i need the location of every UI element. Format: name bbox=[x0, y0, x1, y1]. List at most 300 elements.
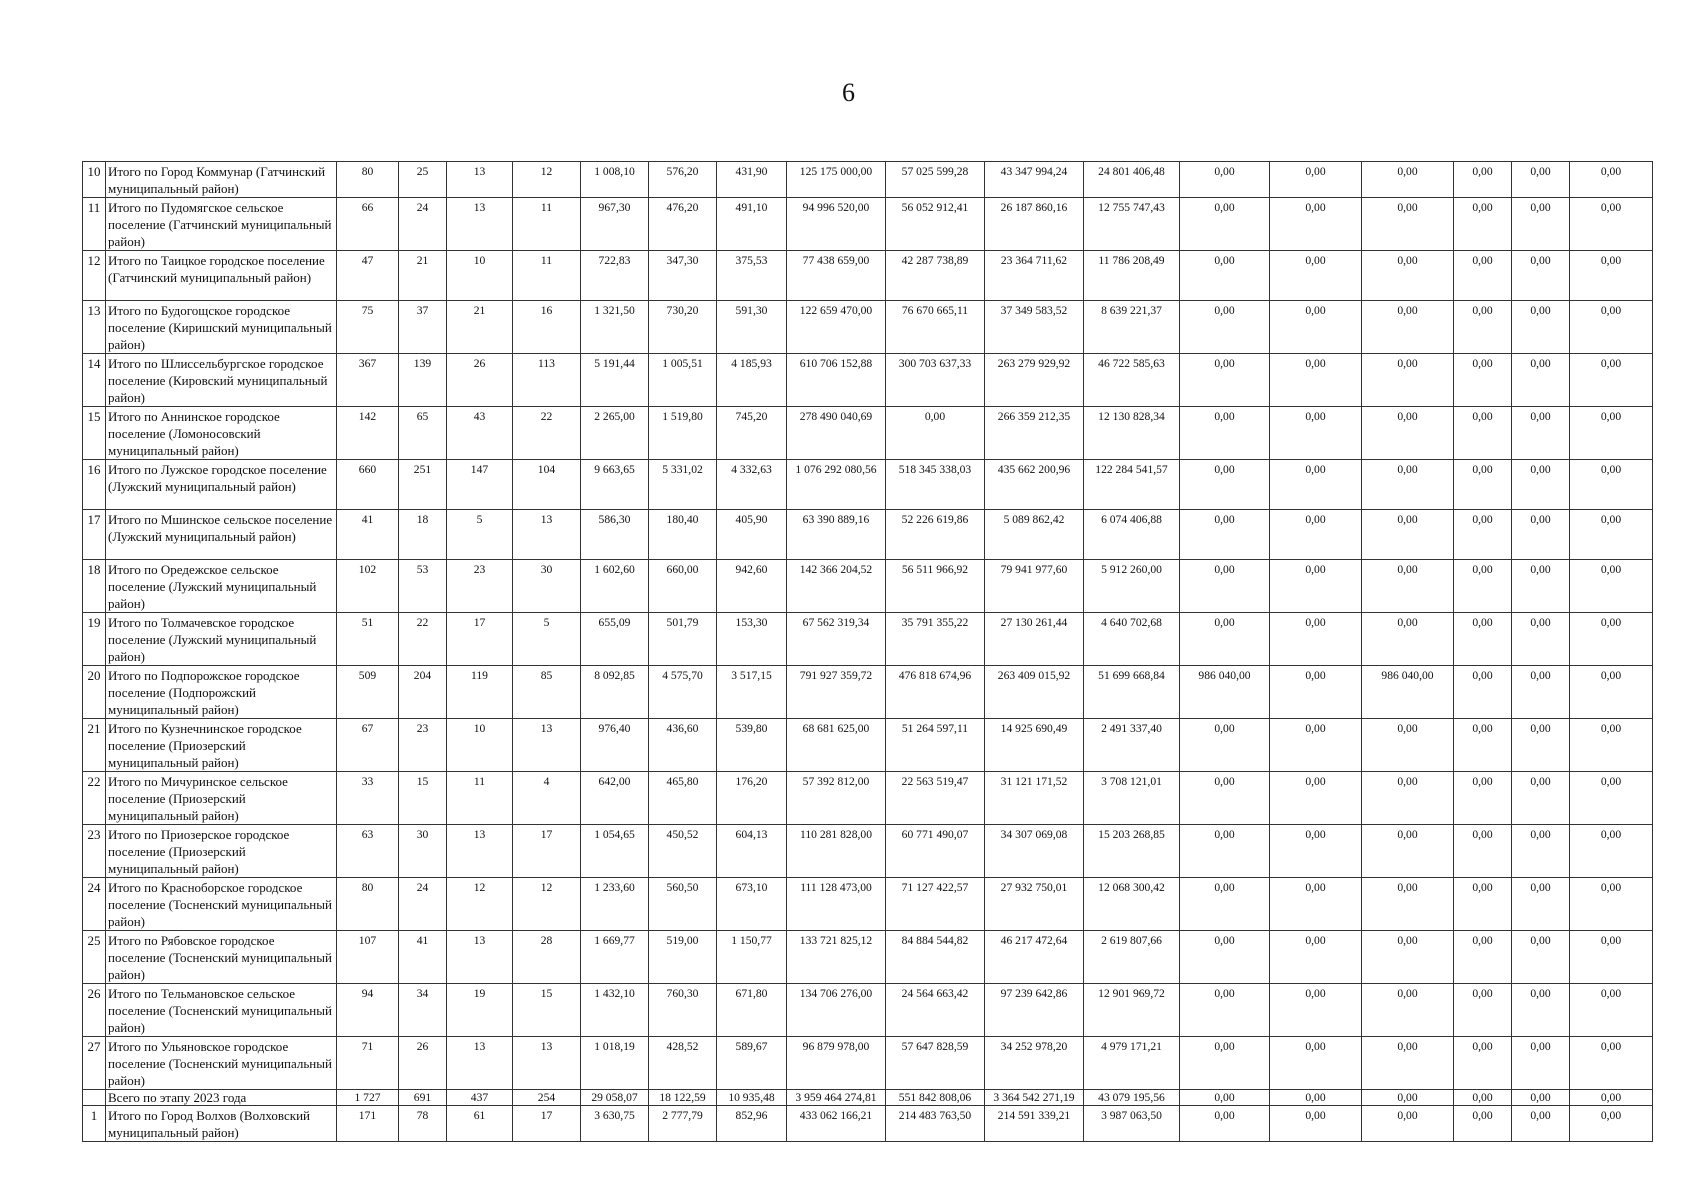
value-cell: 9 663,65 bbox=[581, 460, 649, 510]
value-cell: 0,00 bbox=[1362, 251, 1454, 301]
value-cell: 0,00 bbox=[1454, 198, 1512, 251]
value-cell: 41 bbox=[399, 931, 447, 984]
value-cell: 0,00 bbox=[1362, 407, 1454, 460]
value-cell: 655,09 bbox=[581, 613, 649, 666]
value-cell: 71 127 422,57 bbox=[886, 878, 985, 931]
value-cell: 942,60 bbox=[717, 560, 787, 613]
value-cell: 539,80 bbox=[717, 719, 787, 772]
value-cell: 22 bbox=[399, 613, 447, 666]
value-cell: 17 bbox=[513, 825, 581, 878]
value-cell: 0,00 bbox=[1270, 510, 1362, 560]
value-cell: 576,20 bbox=[649, 162, 717, 198]
value-cell: 660 bbox=[337, 460, 399, 510]
settlement-name-cell: Итого по Оредежское сельское поселение (Лужский муниципальный район) bbox=[106, 560, 337, 613]
value-cell: 142 366 204,52 bbox=[787, 560, 886, 613]
value-cell: 0,00 bbox=[1180, 1090, 1270, 1106]
settlement-name-cell: Всего по этапу 2023 года bbox=[106, 1090, 337, 1106]
value-cell: 0,00 bbox=[1570, 198, 1653, 251]
settlement-name-cell: Итого по Аннинское городское поселение (Ломоносовский муниципальный район) bbox=[106, 407, 337, 460]
value-cell: 0,00 bbox=[1362, 931, 1454, 984]
value-cell: 2 777,79 bbox=[649, 1106, 717, 1142]
value-cell: 0,00 bbox=[1362, 613, 1454, 666]
value-cell: 428,52 bbox=[649, 1037, 717, 1090]
value-cell: 0,00 bbox=[1454, 560, 1512, 613]
value-cell: 68 681 625,00 bbox=[787, 719, 886, 772]
value-cell: 0,00 bbox=[1270, 719, 1362, 772]
value-cell: 76 670 665,11 bbox=[886, 301, 985, 354]
value-cell: 0,00 bbox=[1362, 162, 1454, 198]
value-cell: 0,00 bbox=[1570, 1106, 1653, 1142]
row-number-cell: 21 bbox=[83, 719, 106, 772]
value-cell: 5 bbox=[447, 510, 513, 560]
value-cell: 0,00 bbox=[1570, 1037, 1653, 1090]
value-cell: 367 bbox=[337, 354, 399, 407]
value-cell: 0,00 bbox=[1512, 772, 1570, 825]
value-cell: 450,52 bbox=[649, 825, 717, 878]
value-cell: 43 079 195,56 bbox=[1084, 1090, 1180, 1106]
value-cell: 214 483 763,50 bbox=[886, 1106, 985, 1142]
value-cell: 0,00 bbox=[1454, 460, 1512, 510]
value-cell: 1 519,80 bbox=[649, 407, 717, 460]
value-cell: 967,30 bbox=[581, 198, 649, 251]
row-number-cell: 24 bbox=[83, 878, 106, 931]
value-cell: 3 630,75 bbox=[581, 1106, 649, 1142]
value-cell: 24 801 406,48 bbox=[1084, 162, 1180, 198]
value-cell: 1 432,10 bbox=[581, 984, 649, 1037]
value-cell: 610 706 152,88 bbox=[787, 354, 886, 407]
value-cell: 57 647 828,59 bbox=[886, 1037, 985, 1090]
value-cell: 37 bbox=[399, 301, 447, 354]
value-cell: 0,00 bbox=[1180, 407, 1270, 460]
value-cell: 56 052 912,41 bbox=[886, 198, 985, 251]
value-cell: 0,00 bbox=[1270, 878, 1362, 931]
value-cell: 57 025 599,28 bbox=[886, 162, 985, 198]
value-cell: 153,30 bbox=[717, 613, 787, 666]
settlement-name-cell: Итого по Будогощское городское поселение (Киришский муниципальный район) bbox=[106, 301, 337, 354]
settlement-name-cell: Итого по Толмачевское городское поселение (Лужский муниципальный район) bbox=[106, 613, 337, 666]
value-cell: 15 bbox=[399, 772, 447, 825]
value-cell: 0,00 bbox=[1270, 460, 1362, 510]
settlement-name-cell: Итого по Лужское городское поселение (Лужский муниципальный район) bbox=[106, 460, 337, 510]
value-cell: 986 040,00 bbox=[1362, 666, 1454, 719]
value-cell: 4 640 702,68 bbox=[1084, 613, 1180, 666]
value-cell: 0,00 bbox=[1270, 984, 1362, 1037]
value-cell: 80 bbox=[337, 878, 399, 931]
value-cell: 111 128 473,00 bbox=[787, 878, 886, 931]
value-cell: 0,00 bbox=[1270, 1037, 1362, 1090]
value-cell: 8 092,85 bbox=[581, 666, 649, 719]
table-row bbox=[83, 407, 1653, 460]
value-cell: 80 bbox=[337, 162, 399, 198]
value-cell: 1 008,10 bbox=[581, 162, 649, 198]
table-row bbox=[83, 984, 1653, 1037]
value-cell: 5 912 260,00 bbox=[1084, 560, 1180, 613]
value-cell: 254 bbox=[513, 1090, 581, 1106]
value-cell: 0,00 bbox=[1362, 772, 1454, 825]
value-cell: 0,00 bbox=[1454, 772, 1512, 825]
value-cell: 119 bbox=[447, 666, 513, 719]
value-cell: 13 bbox=[447, 931, 513, 984]
value-cell: 0,00 bbox=[1512, 198, 1570, 251]
value-cell: 27 932 750,01 bbox=[985, 878, 1084, 931]
row-number-cell: 26 bbox=[83, 984, 106, 1037]
value-cell: 1 233,60 bbox=[581, 878, 649, 931]
row-number-cell: 20 bbox=[83, 666, 106, 719]
value-cell: 347,30 bbox=[649, 251, 717, 301]
row-number-cell bbox=[83, 1090, 106, 1106]
value-cell: 2 491 337,40 bbox=[1084, 719, 1180, 772]
settlement-name-cell: Итого по Подпорожское городское поселение (Подпорожский муниципальный район) bbox=[106, 666, 337, 719]
value-cell: 122 659 470,00 bbox=[787, 301, 886, 354]
value-cell: 0,00 bbox=[1362, 460, 1454, 510]
value-cell: 0,00 bbox=[1570, 613, 1653, 666]
settlement-name-cell: Итого по Ульяновское городское поселение (Тосненский муниципальный район) bbox=[106, 1037, 337, 1090]
value-cell: 46 217 472,64 bbox=[985, 931, 1084, 984]
value-cell: 0,00 bbox=[1180, 560, 1270, 613]
settlement-name-cell: Итого по Кузнечнинское городское поселение (Приозерский муниципальный район) bbox=[106, 719, 337, 772]
value-cell: 42 287 738,89 bbox=[886, 251, 985, 301]
value-cell: 23 bbox=[399, 719, 447, 772]
value-cell: 642,00 bbox=[581, 772, 649, 825]
value-cell: 31 121 171,52 bbox=[985, 772, 1084, 825]
value-cell: 133 721 825,12 bbox=[787, 931, 886, 984]
value-cell: 13 bbox=[513, 719, 581, 772]
value-cell: 0,00 bbox=[1180, 198, 1270, 251]
value-cell: 0,00 bbox=[1180, 1106, 1270, 1142]
value-cell: 12 bbox=[513, 162, 581, 198]
value-cell: 30 bbox=[399, 825, 447, 878]
settlement-name-cell: Итого по Город Коммунар (Гатчинский муниципальный район) bbox=[106, 162, 337, 198]
table-row bbox=[83, 198, 1653, 251]
table-row bbox=[83, 825, 1653, 878]
value-cell: 41 bbox=[337, 510, 399, 560]
value-cell: 34 bbox=[399, 984, 447, 1037]
value-cell: 0,00 bbox=[1270, 354, 1362, 407]
value-cell: 4 332,63 bbox=[717, 460, 787, 510]
row-number-cell: 18 bbox=[83, 560, 106, 613]
value-cell: 405,90 bbox=[717, 510, 787, 560]
value-cell: 28 bbox=[513, 931, 581, 984]
value-cell: 433 062 166,21 bbox=[787, 1106, 886, 1142]
value-cell: 77 438 659,00 bbox=[787, 251, 886, 301]
value-cell: 0,00 bbox=[1362, 1037, 1454, 1090]
value-cell: 13 bbox=[447, 162, 513, 198]
value-cell: 671,80 bbox=[717, 984, 787, 1037]
value-cell: 0,00 bbox=[1570, 719, 1653, 772]
value-cell: 34 252 978,20 bbox=[985, 1037, 1084, 1090]
value-cell: 63 bbox=[337, 825, 399, 878]
value-cell: 0,00 bbox=[1454, 162, 1512, 198]
value-cell: 134 706 276,00 bbox=[787, 984, 886, 1037]
value-cell: 0,00 bbox=[1180, 354, 1270, 407]
value-cell: 0,00 bbox=[1512, 825, 1570, 878]
value-cell: 17 bbox=[447, 613, 513, 666]
value-cell: 0,00 bbox=[1512, 666, 1570, 719]
value-cell: 0,00 bbox=[1270, 1106, 1362, 1142]
value-cell: 16 bbox=[513, 301, 581, 354]
value-cell: 0,00 bbox=[1570, 666, 1653, 719]
value-cell: 589,67 bbox=[717, 1037, 787, 1090]
value-cell: 4 979 171,21 bbox=[1084, 1037, 1180, 1090]
value-cell: 0,00 bbox=[1570, 560, 1653, 613]
value-cell: 125 175 000,00 bbox=[787, 162, 886, 198]
value-cell: 10 935,48 bbox=[717, 1090, 787, 1106]
value-cell: 760,30 bbox=[649, 984, 717, 1037]
value-cell: 722,83 bbox=[581, 251, 649, 301]
value-cell: 0,00 bbox=[1180, 301, 1270, 354]
value-cell: 0,00 bbox=[1512, 984, 1570, 1037]
settlement-name-cell: Итого по Шлиссельбургское городское поселение (Кировский муниципальный район) bbox=[106, 354, 337, 407]
value-cell: 0,00 bbox=[1570, 460, 1653, 510]
settlement-name-cell: Итого по Мшинское сельское поселение (Лужский муниципальный район) bbox=[106, 510, 337, 560]
value-cell: 0,00 bbox=[1512, 354, 1570, 407]
value-cell: 491,10 bbox=[717, 198, 787, 251]
value-cell: 278 490 040,69 bbox=[787, 407, 886, 460]
value-cell: 476,20 bbox=[649, 198, 717, 251]
value-cell: 0,00 bbox=[1454, 1090, 1512, 1106]
value-cell: 0,00 bbox=[1362, 301, 1454, 354]
value-cell: 0,00 bbox=[1512, 301, 1570, 354]
value-cell: 85 bbox=[513, 666, 581, 719]
row-number-cell: 10 bbox=[83, 162, 106, 198]
table-row bbox=[83, 301, 1653, 354]
table-row bbox=[83, 354, 1653, 407]
value-cell: 176,20 bbox=[717, 772, 787, 825]
value-cell: 14 925 690,49 bbox=[985, 719, 1084, 772]
row-number-cell: 11 bbox=[83, 198, 106, 251]
table-row bbox=[83, 878, 1653, 931]
table-row bbox=[83, 162, 1653, 198]
value-cell: 75 bbox=[337, 301, 399, 354]
value-cell: 139 bbox=[399, 354, 447, 407]
value-cell: 560,50 bbox=[649, 878, 717, 931]
value-cell: 0,00 bbox=[1362, 984, 1454, 1037]
value-cell: 1 321,50 bbox=[581, 301, 649, 354]
value-cell: 63 390 889,16 bbox=[787, 510, 886, 560]
value-cell: 21 bbox=[447, 301, 513, 354]
value-cell: 0,00 bbox=[1570, 510, 1653, 560]
settlement-name-cell: Итого по Мичуринское сельское поселение (Приозерский муниципальный район) bbox=[106, 772, 337, 825]
value-cell: 13 bbox=[447, 1037, 513, 1090]
value-cell: 0,00 bbox=[1362, 825, 1454, 878]
value-cell: 0,00 bbox=[1512, 162, 1570, 198]
value-cell: 22 bbox=[513, 407, 581, 460]
value-cell: 266 359 212,35 bbox=[985, 407, 1084, 460]
value-cell: 0,00 bbox=[1270, 666, 1362, 719]
value-cell: 0,00 bbox=[1270, 162, 1362, 198]
value-cell: 591,30 bbox=[717, 301, 787, 354]
value-cell: 18 122,59 bbox=[649, 1090, 717, 1106]
value-cell: 35 791 355,22 bbox=[886, 613, 985, 666]
value-cell: 0,00 bbox=[1454, 984, 1512, 1037]
value-cell: 0,00 bbox=[1180, 984, 1270, 1037]
value-cell: 0,00 bbox=[1512, 1106, 1570, 1142]
value-cell: 2 265,00 bbox=[581, 407, 649, 460]
value-cell: 79 941 977,60 bbox=[985, 560, 1084, 613]
value-cell: 0,00 bbox=[1454, 666, 1512, 719]
value-cell: 0,00 bbox=[1512, 719, 1570, 772]
value-cell: 0,00 bbox=[1512, 1037, 1570, 1090]
value-cell: 0,00 bbox=[1180, 460, 1270, 510]
value-cell: 4 575,70 bbox=[649, 666, 717, 719]
value-cell: 104 bbox=[513, 460, 581, 510]
settlement-name-cell: Итого по Приозерское городское поселение (Приозерский муниципальный район) bbox=[106, 825, 337, 878]
value-cell: 57 392 812,00 bbox=[787, 772, 886, 825]
value-cell: 0,00 bbox=[1362, 560, 1454, 613]
value-cell: 3 517,15 bbox=[717, 666, 787, 719]
value-cell: 0,00 bbox=[1362, 719, 1454, 772]
settlement-name-cell: Итого по Таицкое городское поселение (Гатчинский муниципальный район) bbox=[106, 251, 337, 301]
value-cell: 0,00 bbox=[1270, 613, 1362, 666]
value-cell: 147 bbox=[447, 460, 513, 510]
value-cell: 0,00 bbox=[1570, 301, 1653, 354]
value-cell: 0,00 bbox=[1362, 878, 1454, 931]
value-cell: 25 bbox=[399, 162, 447, 198]
row-number-cell: 22 bbox=[83, 772, 106, 825]
value-cell: 26 bbox=[447, 354, 513, 407]
value-cell: 13 bbox=[447, 825, 513, 878]
value-cell: 0,00 bbox=[1570, 878, 1653, 931]
value-cell: 1 054,65 bbox=[581, 825, 649, 878]
value-cell: 43 347 994,24 bbox=[985, 162, 1084, 198]
value-cell: 730,20 bbox=[649, 301, 717, 354]
value-cell: 0,00 bbox=[886, 407, 985, 460]
value-cell: 102 bbox=[337, 560, 399, 613]
value-cell: 15 203 268,85 bbox=[1084, 825, 1180, 878]
value-cell: 94 996 520,00 bbox=[787, 198, 886, 251]
value-cell: 0,00 bbox=[1180, 613, 1270, 666]
value-cell: 0,00 bbox=[1512, 613, 1570, 666]
row-number-cell: 27 bbox=[83, 1037, 106, 1090]
value-cell: 0,00 bbox=[1454, 407, 1512, 460]
value-cell: 251 bbox=[399, 460, 447, 510]
value-cell: 84 884 544,82 bbox=[886, 931, 985, 984]
value-cell: 0,00 bbox=[1512, 460, 1570, 510]
table-row bbox=[83, 251, 1653, 301]
value-cell: 8 639 221,37 bbox=[1084, 301, 1180, 354]
value-cell: 0,00 bbox=[1180, 719, 1270, 772]
value-cell: 0,00 bbox=[1180, 1037, 1270, 1090]
value-cell: 65 bbox=[399, 407, 447, 460]
value-cell: 22 563 519,47 bbox=[886, 772, 985, 825]
value-cell: 18 bbox=[399, 510, 447, 560]
value-cell: 11 786 208,49 bbox=[1084, 251, 1180, 301]
value-cell: 26 187 860,16 bbox=[985, 198, 1084, 251]
settlement-name-cell: Итого по Тельмановское сельское поселение (Тосненский муниципальный район) bbox=[106, 984, 337, 1037]
value-cell: 0,00 bbox=[1454, 878, 1512, 931]
value-cell: 1 602,60 bbox=[581, 560, 649, 613]
value-cell: 0,00 bbox=[1270, 198, 1362, 251]
value-cell: 0,00 bbox=[1270, 772, 1362, 825]
value-cell: 97 239 642,86 bbox=[985, 984, 1084, 1037]
value-cell: 0,00 bbox=[1454, 510, 1512, 560]
table-row bbox=[83, 931, 1653, 984]
value-cell: 107 bbox=[337, 931, 399, 984]
value-cell: 691 bbox=[399, 1090, 447, 1106]
table-row bbox=[83, 666, 1653, 719]
value-cell: 34 307 069,08 bbox=[985, 825, 1084, 878]
value-cell: 435 662 200,96 bbox=[985, 460, 1084, 510]
value-cell: 0,00 bbox=[1454, 613, 1512, 666]
value-cell: 431,90 bbox=[717, 162, 787, 198]
value-cell: 94 bbox=[337, 984, 399, 1037]
value-cell: 0,00 bbox=[1512, 407, 1570, 460]
value-cell: 51 264 597,11 bbox=[886, 719, 985, 772]
row-number-cell: 1 bbox=[83, 1106, 106, 1142]
value-cell: 15 bbox=[513, 984, 581, 1037]
value-cell: 0,00 bbox=[1512, 251, 1570, 301]
value-cell: 986 040,00 bbox=[1180, 666, 1270, 719]
value-cell: 2 619 807,66 bbox=[1084, 931, 1180, 984]
value-cell: 4 185,93 bbox=[717, 354, 787, 407]
value-cell: 47 bbox=[337, 251, 399, 301]
value-cell: 0,00 bbox=[1270, 251, 1362, 301]
value-cell: 24 bbox=[399, 198, 447, 251]
value-cell: 436,60 bbox=[649, 719, 717, 772]
value-cell: 61 bbox=[447, 1106, 513, 1142]
page-number: 6 bbox=[842, 78, 855, 107]
value-cell: 0,00 bbox=[1570, 984, 1653, 1037]
value-cell: 673,10 bbox=[717, 878, 787, 931]
value-cell: 0,00 bbox=[1270, 301, 1362, 354]
value-cell: 0,00 bbox=[1570, 825, 1653, 878]
settlement-name-cell: Итого по Красноборское городское поселение (Тосненский муниципальный район) bbox=[106, 878, 337, 931]
value-cell: 3 364 542 271,19 bbox=[985, 1090, 1084, 1106]
value-cell: 67 bbox=[337, 719, 399, 772]
value-cell: 122 284 541,57 bbox=[1084, 460, 1180, 510]
value-cell: 11 bbox=[513, 251, 581, 301]
value-cell: 0,00 bbox=[1512, 1090, 1570, 1106]
value-cell: 0,00 bbox=[1362, 1106, 1454, 1142]
value-cell: 96 879 978,00 bbox=[787, 1037, 886, 1090]
value-cell: 1 727 bbox=[337, 1090, 399, 1106]
value-cell: 19 bbox=[447, 984, 513, 1037]
value-cell: 204 bbox=[399, 666, 447, 719]
value-cell: 976,40 bbox=[581, 719, 649, 772]
value-cell: 53 bbox=[399, 560, 447, 613]
value-cell: 0,00 bbox=[1454, 931, 1512, 984]
value-cell: 56 511 966,92 bbox=[886, 560, 985, 613]
value-cell: 33 bbox=[337, 772, 399, 825]
table-row bbox=[83, 460, 1653, 510]
value-cell: 0,00 bbox=[1454, 1106, 1512, 1142]
value-cell: 745,20 bbox=[717, 407, 787, 460]
settlement-name-cell: Итого по Пудомягское сельское поселение (Гатчинский муниципальный район) bbox=[106, 198, 337, 251]
value-cell: 519,00 bbox=[649, 931, 717, 984]
settlement-name-cell: Итого по Рябовское городское поселение (Тосненский муниципальный район) bbox=[106, 931, 337, 984]
value-cell: 51 bbox=[337, 613, 399, 666]
value-cell: 66 bbox=[337, 198, 399, 251]
value-cell: 0,00 bbox=[1512, 878, 1570, 931]
value-cell: 791 927 359,72 bbox=[787, 666, 886, 719]
value-cell: 0,00 bbox=[1570, 354, 1653, 407]
value-cell: 0,00 bbox=[1512, 931, 1570, 984]
row-number-cell: 14 bbox=[83, 354, 106, 407]
value-cell: 465,80 bbox=[649, 772, 717, 825]
value-cell: 852,96 bbox=[717, 1106, 787, 1142]
table-row bbox=[83, 613, 1653, 666]
value-cell: 1 150,77 bbox=[717, 931, 787, 984]
total-row bbox=[83, 1090, 1653, 1106]
value-cell: 5 191,44 bbox=[581, 354, 649, 407]
report-table bbox=[82, 161, 1653, 1142]
value-cell: 0,00 bbox=[1454, 354, 1512, 407]
value-cell: 0,00 bbox=[1570, 931, 1653, 984]
value-cell: 1 005,51 bbox=[649, 354, 717, 407]
value-cell: 110 281 828,00 bbox=[787, 825, 886, 878]
value-cell: 214 591 339,21 bbox=[985, 1106, 1084, 1142]
value-cell: 0,00 bbox=[1270, 931, 1362, 984]
